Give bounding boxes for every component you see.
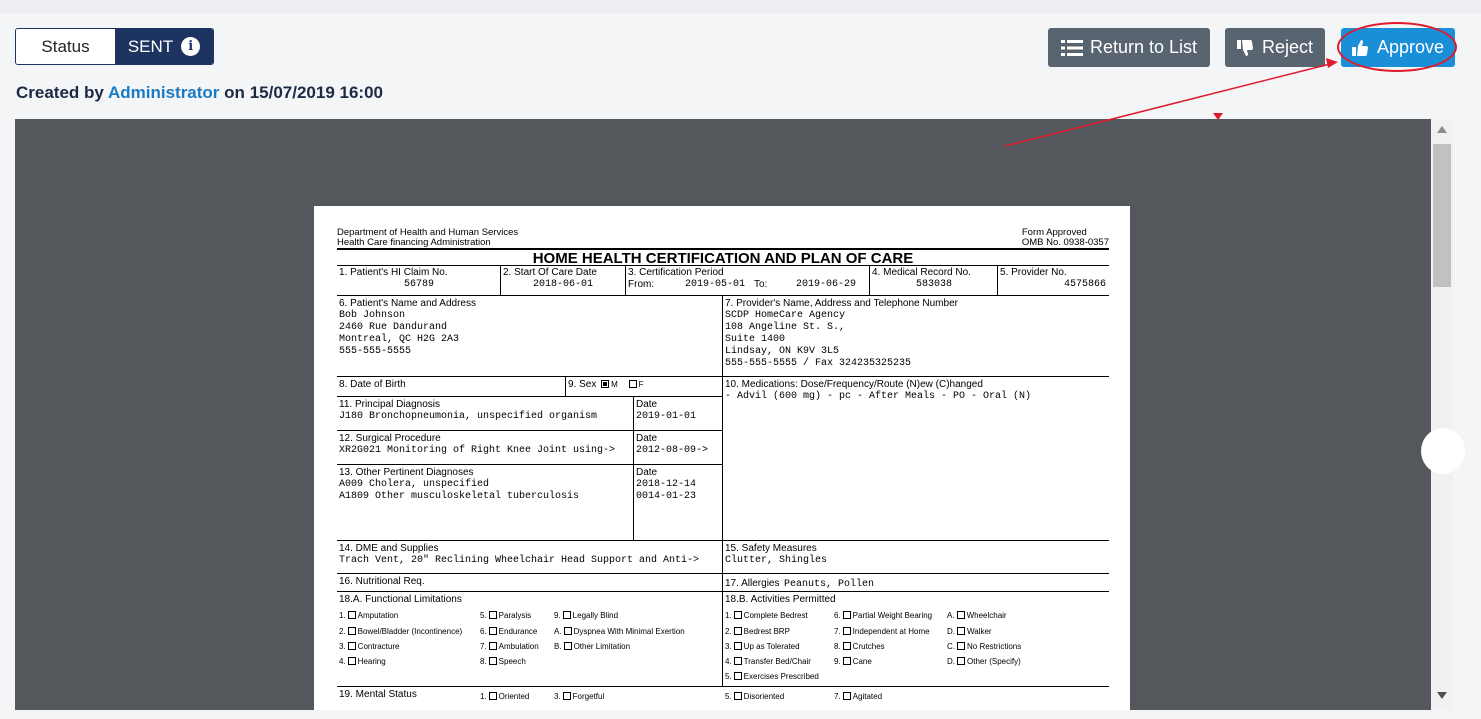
item-text: Oriented <box>498 692 530 701</box>
checkbox <box>734 611 742 619</box>
form-header-left <box>337 228 518 248</box>
rule <box>869 265 870 295</box>
return-to-list-button[interactable] <box>1048 28 1210 67</box>
field-15 <box>725 543 827 567</box>
item-text: Other Limitation <box>573 642 631 651</box>
field-13-date <box>636 467 696 503</box>
item-num: 7. <box>834 692 841 701</box>
f9-f: F <box>638 380 644 389</box>
scroll-thumb[interactable] <box>1433 144 1451 287</box>
admin-name: Health Care financing Administration <box>337 237 491 248</box>
item-text: Partial Weight Bearing <box>852 611 933 620</box>
f15-label: 15. Safety Measures <box>725 543 817 554</box>
f3-to: 2019-06-29 <box>796 279 857 290</box>
f17-label: 17. Allergies <box>725 578 780 589</box>
checkbox <box>734 692 742 700</box>
f4-value: 583038 <box>915 279 952 290</box>
item-num: 5. <box>725 692 732 701</box>
f4-label: 4. Medical Record No. <box>872 267 971 278</box>
item-text: Crutches <box>852 642 885 651</box>
f7-line: 108 Angeline St. S., <box>725 322 846 333</box>
author-link[interactable]: Administrator <box>107 83 220 102</box>
item-text: Bedrest BRP <box>743 627 790 636</box>
rule <box>337 573 1109 574</box>
checkbox <box>348 642 356 650</box>
item-num: 1. <box>725 611 732 620</box>
checkbox <box>564 627 572 635</box>
f13-date: 2018-12-14 <box>636 479 697 490</box>
activity-item <box>834 642 885 651</box>
f1-value: 56789 <box>403 279 434 290</box>
checkbox <box>957 657 965 665</box>
field-1 <box>339 267 499 291</box>
f1-label: 1. Patient's HI Claim No. <box>339 267 448 278</box>
rule <box>337 464 722 465</box>
checkbox <box>489 642 497 650</box>
date-label: Date <box>636 399 658 410</box>
item-num: 4. <box>339 657 346 666</box>
document-viewer[interactable] <box>15 119 1431 710</box>
checkbox <box>348 627 356 635</box>
checkbox <box>564 642 572 650</box>
field-11 <box>339 399 631 423</box>
arrow-down-icon[interactable] <box>1437 692 1447 699</box>
item-text: Contracture <box>357 642 400 651</box>
status-indicator <box>15 28 214 65</box>
checkbox <box>843 692 851 700</box>
rule <box>625 265 626 295</box>
rule <box>337 540 1109 541</box>
rule <box>337 396 722 397</box>
activity-item <box>947 611 1007 620</box>
field-5 <box>1000 267 1109 291</box>
f19-label: 19. Mental Status <box>339 689 417 700</box>
reject-button[interactable] <box>1225 28 1325 67</box>
field-12-date <box>636 433 708 457</box>
f10-label: 10. Medications: Dose/Frequency/Route (N)ew (C)hanged <box>725 379 983 390</box>
item-num: 9. <box>834 657 841 666</box>
dept-name: Department of Health and Human Services <box>337 227 519 238</box>
sex-f-checkbox <box>629 380 637 388</box>
f7-line: 555-555-5555 / Fax 324235325235 <box>725 358 912 369</box>
f6-line: Bob Johnson <box>339 310 406 321</box>
checkbox <box>734 657 742 665</box>
item-num: 5. <box>480 611 487 620</box>
field-6 <box>339 298 719 358</box>
f9-m: M <box>611 380 618 389</box>
top-strip <box>0 0 1481 13</box>
reject-label: Reject <box>1261 37 1314 57</box>
item-num: 9. <box>554 611 561 620</box>
item-text: Hearing <box>357 657 386 666</box>
f5-value: 4575866 <box>1063 279 1106 290</box>
limitation-item <box>339 642 399 651</box>
item-num: 2. <box>339 627 346 636</box>
form-approved: Form Approved <box>1021 227 1087 238</box>
form-title: HOME HEALTH CERTIFICATION AND PLAN OF CARE <box>337 248 1109 267</box>
thumbs-down-icon <box>1237 39 1255 57</box>
created-on: on <box>224 83 245 102</box>
info-icon[interactable]: i <box>181 37 200 56</box>
item-text: Independent at Home <box>852 627 930 636</box>
limitation-item <box>554 642 630 651</box>
activity-item <box>725 611 808 620</box>
field-14 <box>339 543 721 567</box>
checkbox <box>489 627 497 635</box>
rule <box>500 265 501 295</box>
item-num: 2. <box>725 627 732 636</box>
activity-item <box>834 657 872 666</box>
checkbox <box>563 692 571 700</box>
item-num: 1. <box>480 692 487 701</box>
f18b-label: 18.B. Activities Permitted <box>725 594 836 605</box>
activity-item <box>725 642 800 651</box>
f5-label: 5. Provider No. <box>1000 267 1067 278</box>
arrow-up-icon[interactable] <box>1437 126 1447 133</box>
activity-item <box>725 627 790 636</box>
field-2 <box>503 267 623 291</box>
f12-label: 12. Surgical Procedure <box>339 433 441 444</box>
checkbox <box>957 611 965 619</box>
f18a-label: 18.A. Functional Limitations <box>339 594 462 605</box>
activity-item <box>834 611 932 620</box>
limitation-item <box>480 611 531 620</box>
f2-label: 2. Start Of Care Date <box>503 267 597 278</box>
list-icon <box>1061 39 1083 57</box>
field-7 <box>725 298 1109 370</box>
status-value-badge[interactable] <box>115 29 213 64</box>
item-text: Speech <box>498 657 526 666</box>
field-9 <box>568 379 643 391</box>
f7-line: Lindsay, ON K9V 3L5 <box>725 346 840 357</box>
checkbox <box>957 642 965 650</box>
rule <box>337 430 722 431</box>
item-num: A. <box>947 611 955 620</box>
field-11-date <box>636 399 696 423</box>
checkbox <box>563 611 571 619</box>
item-num: 4. <box>725 657 732 666</box>
item-text: Cane <box>852 657 872 666</box>
rule <box>337 265 1109 266</box>
item-num: C. <box>947 642 955 651</box>
checkbox <box>348 657 356 665</box>
f3-to-label: To: <box>754 279 768 290</box>
f3-label: 3. Certification Period <box>628 267 724 278</box>
checkbox <box>489 692 497 700</box>
viewer-scrollbar[interactable] <box>1431 119 1453 710</box>
activity-item <box>947 657 1021 666</box>
f13-line: A1809 Other musculoskeletal tuberculosis <box>339 491 580 502</box>
item-num: 7. <box>834 627 841 636</box>
rule <box>633 396 634 540</box>
date-label: Date <box>636 433 658 444</box>
limitation-item <box>339 611 398 620</box>
limitation-item <box>339 627 462 636</box>
f11-value: J180 Bronchopneumonia, unspecified organism <box>339 411 598 422</box>
f12-date: 2012-08-09-> <box>636 445 709 456</box>
item-num: 5. <box>725 672 732 681</box>
f7-line: Suite 1400 <box>725 334 786 345</box>
limitation-item <box>480 627 537 636</box>
item-text: Walker <box>967 627 992 636</box>
item-text: Bowel/Bladder (Incontinence) <box>357 627 463 636</box>
item-num: 3. <box>554 692 561 701</box>
omb-number: OMB No. 0938-0357 <box>1021 237 1109 248</box>
f3-from-label: From: <box>628 279 655 290</box>
limitation-item <box>480 657 526 666</box>
document-page <box>314 206 1130 710</box>
item-text: Transfer Bed/Chair <box>743 657 811 666</box>
item-text: Exercises Prescribed <box>743 672 819 681</box>
item-text: Amputation <box>357 611 399 620</box>
item-text: Paralysis <box>498 611 532 620</box>
f6-line: Montreal, QC H2G 2A3 <box>339 334 460 345</box>
f16-label: 16. Nutritional Req. <box>339 576 425 587</box>
item-num: 1. <box>339 611 346 620</box>
item-num: 6. <box>834 611 841 620</box>
item-num: 7. <box>480 642 487 651</box>
f6-line: 555-555-5555 <box>339 346 412 357</box>
approve-label: Approve <box>1376 37 1445 57</box>
item-text: Complete Bedrest <box>743 611 808 620</box>
field-10 <box>725 379 1109 403</box>
f6-line: 2460 Rue Dandurand <box>339 322 448 333</box>
f7-line: SCDP HomeCare Agency <box>725 310 846 321</box>
arrow-head <box>1326 58 1338 68</box>
f8-label: 8. Date of Birth <box>339 379 406 390</box>
rule <box>337 376 1109 377</box>
field-3 <box>628 267 868 291</box>
checkbox <box>843 611 851 619</box>
item-num: D. <box>947 657 955 666</box>
item-num: B. <box>554 642 562 651</box>
date-label: Date <box>636 467 658 478</box>
field-4 <box>872 267 996 291</box>
activity-item <box>834 627 930 636</box>
mental-item <box>480 692 529 701</box>
f9-label: 9. Sex <box>568 379 597 390</box>
rule <box>337 686 1109 687</box>
limitation-item <box>339 657 386 666</box>
checkbox <box>734 627 742 635</box>
checkbox <box>957 627 965 635</box>
f13-label: 13. Other Pertinent Diagnoses <box>339 467 474 478</box>
field-13 <box>339 467 631 503</box>
rule <box>337 295 1109 296</box>
f6-label: 6. Patient's Name and Address <box>339 298 476 309</box>
rule <box>337 591 1109 592</box>
checkbox <box>734 672 742 680</box>
f10-value: - Advil (600 mg) - pc - After Meals - PO - Oral (N) <box>725 391 1032 402</box>
mental-item <box>554 692 604 701</box>
mental-item <box>834 692 882 701</box>
item-num: 3. <box>339 642 346 651</box>
sex-m-checkbox <box>601 380 609 388</box>
created-prefix: Created by <box>16 83 104 102</box>
activity-item <box>725 657 811 666</box>
item-text: Dyspnea With Minimal Exertion <box>573 627 685 636</box>
f13-date: 0014-01-23 <box>636 491 697 502</box>
created-datetime: 15/07/2019 16:00 <box>249 83 383 102</box>
checkbox <box>489 611 497 619</box>
f11-label: 11. Principal Diagnosis <box>339 399 440 410</box>
checkbox <box>734 642 742 650</box>
checkbox <box>489 657 497 665</box>
return-to-list-label: Return to List <box>1089 37 1198 57</box>
limitation-item <box>554 627 685 636</box>
item-text: Forgetful <box>572 692 605 701</box>
activity-item <box>947 627 992 636</box>
rule <box>997 265 998 295</box>
form-header-right <box>1022 228 1109 248</box>
item-num: D. <box>947 627 955 636</box>
checkbox <box>843 642 851 650</box>
item-text: Agitated <box>852 692 883 701</box>
checkbox <box>843 657 851 665</box>
limitation-item <box>554 611 618 620</box>
f2-value: 2018-06-01 <box>532 279 593 290</box>
item-text: Other (Specify) <box>967 657 1021 666</box>
f11-date: 2019-01-01 <box>636 411 697 422</box>
approve-button[interactable] <box>1341 28 1455 67</box>
thumbs-up-icon <box>1352 39 1370 57</box>
activity-item <box>947 642 1021 651</box>
rule <box>565 376 566 396</box>
created-by-line <box>16 83 383 103</box>
activity-item <box>725 672 819 681</box>
field-12 <box>339 433 631 457</box>
status-label: Status <box>16 29 115 64</box>
item-text: Endurance <box>498 627 538 636</box>
item-text: No Restrictions <box>967 642 1022 651</box>
item-num: 8. <box>834 642 841 651</box>
f14-label: 14. DME and Supplies <box>339 543 439 554</box>
f13-line: A009 Cholera, unspecified <box>339 479 490 490</box>
item-num: 8. <box>480 657 487 666</box>
field-17 <box>725 576 874 591</box>
item-text: Ambulation <box>498 642 539 651</box>
f12-value: XR2G021 Monitoring of Right Knee Joint using-> <box>339 445 616 456</box>
f14-value: Trach Vent, 20" Reclining Wheelchair Head Support and Anti-> <box>339 555 700 566</box>
item-num: 6. <box>480 627 487 636</box>
item-text: Legally Blind <box>572 611 619 620</box>
limitation-item <box>480 642 539 651</box>
checkbox <box>348 611 356 619</box>
checkbox <box>843 627 851 635</box>
item-text: Up as Tolerated <box>743 642 800 651</box>
side-handle[interactable] <box>1421 428 1465 474</box>
item-num: A. <box>554 627 562 636</box>
f17-value: Peanuts, Pollen <box>783 579 874 590</box>
item-num: 3. <box>725 642 732 651</box>
f15-value: Clutter, Shingles <box>725 555 828 566</box>
f7-label: 7. Provider's Name, Address and Telephone Number <box>725 298 958 309</box>
item-text: Disoriented <box>743 692 785 701</box>
f3-from: 2019-05-01 <box>685 279 746 290</box>
rule <box>722 295 723 686</box>
mental-item <box>725 692 784 701</box>
item-text: Wheelchair <box>966 611 1007 620</box>
status-value-text: SENT <box>127 36 174 56</box>
